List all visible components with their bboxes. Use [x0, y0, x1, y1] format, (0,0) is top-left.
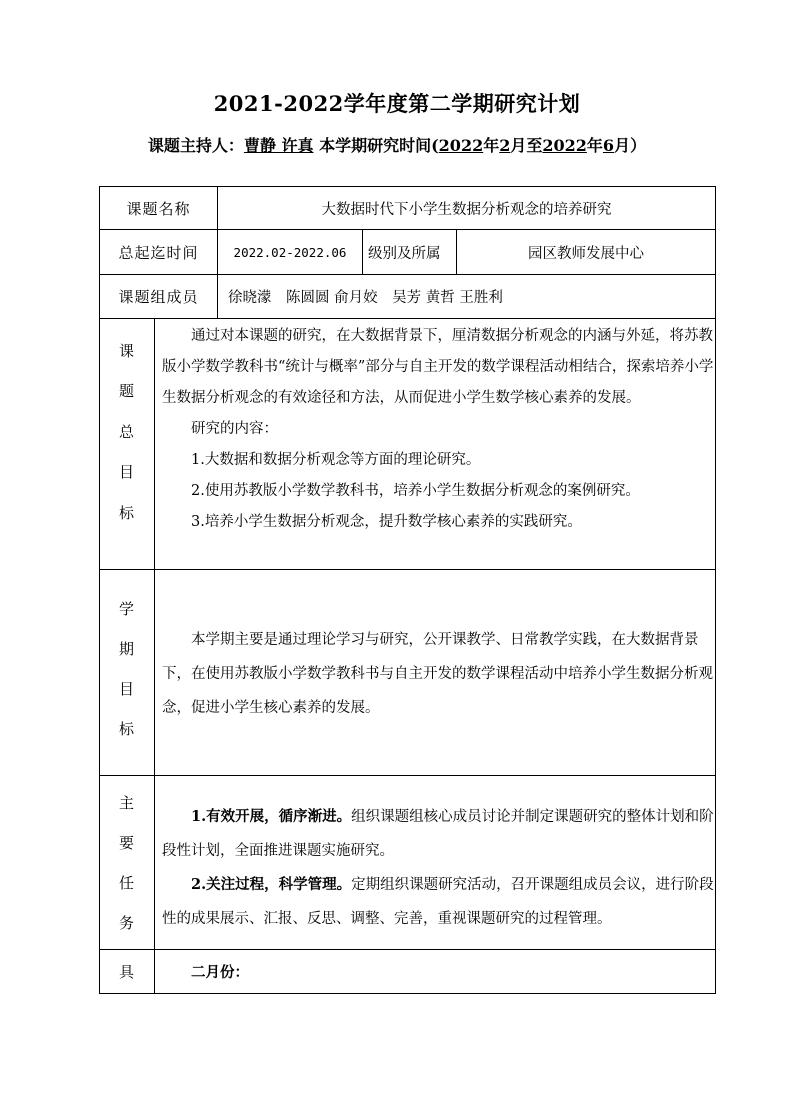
overall-goal-label [99, 319, 154, 569]
topic-label: 课题名称 [126, 199, 191, 218]
plan-table [99, 186, 716, 994]
label-char: 目 [118, 680, 134, 698]
research-item: 2.使用苏教版小学数学教科书，培养小学生数据分析观念的案例研究。 [191, 483, 640, 499]
label-char: 总 [118, 423, 134, 441]
col-divider [154, 318, 155, 994]
period-prefix: 本学期研究时间( [313, 136, 439, 155]
label-char: 标 [118, 504, 134, 522]
row-divider [99, 775, 716, 776]
semester-goal-content [162, 623, 714, 725]
label-char: 题 [118, 382, 134, 400]
topic-value: 大数据时代下小学生数据分析观念的培养研究 [321, 201, 612, 218]
row-divider [99, 318, 716, 319]
research-item: 1.大数据和数据分析观念等方面的理论研究。 [191, 452, 481, 468]
overall-goal-intro: 通过对本课题的研究，在大数据背景下，厘清数据分析观念的内涵与外延，将苏教版小学数学教科书“统计与概率”部分与自主开发的数学课程活动相结合，探索培养小学生数据分析观念的有效途径和方法，从而促进小学生数学核心素养的发展。 [162, 328, 714, 406]
task-2-text: 定期组织课题研究活动，召开课题组成员会议，进行阶段性的成果展示、汇报、反思、调整、完善，重视课题研究的过程管理。 [162, 877, 714, 927]
start-year: 2022 [438, 136, 484, 155]
label-char: 学 [118, 600, 134, 618]
end-month: 6 [602, 136, 615, 155]
label-char: 主 [118, 794, 134, 812]
period-suffix: 月） [614, 136, 647, 155]
task-2-title: 2.关注过程，科学管理。 [191, 876, 352, 893]
year-char-2: 年 [586, 136, 603, 155]
table-border-bottom [99, 993, 716, 994]
host-names: 曹静 许真 [243, 136, 314, 155]
main-tasks-label [99, 776, 154, 949]
research-item: 3.培养小学生数据分析观念，提升数学核心素养的实践研究。 [191, 514, 582, 530]
label-char: 期 [118, 640, 134, 658]
task-2 [162, 868, 714, 936]
label-char: 要 [118, 834, 134, 852]
members-label: 课题组成员 [118, 288, 199, 306]
end-year: 2022 [542, 136, 587, 155]
main-tasks-content [162, 800, 714, 936]
label-char: 标 [118, 720, 134, 738]
label-char: 务 [118, 914, 134, 932]
period-label: 总起迄时间 [118, 243, 199, 262]
month-to: 月至 [510, 136, 543, 155]
research-content-heading: 研究的内容： [191, 421, 278, 437]
year-char: 年 [483, 136, 500, 155]
level-label: 级别及所属 [368, 245, 441, 262]
members-value: 徐晓濛 陈圆圆 俞月姣 吴芳 黄哲 王胜利 [228, 290, 503, 306]
label-char: 课 [118, 342, 134, 360]
period-value: 2022.02-2022.06 [233, 244, 347, 260]
february-heading: 二月份： [191, 964, 249, 981]
task-1-text: 组织课题组核心成员讨论并制定课题研究的整体计划和阶段性计划，全面推进课题实施研究。 [162, 809, 714, 859]
row-divider [99, 569, 716, 570]
page-subtitle [0, 133, 794, 156]
specific-label: 具 [118, 963, 134, 981]
level-value: 园区教师发展中心 [528, 245, 644, 262]
page-title: 2021-2022学年度第二学期研究计划 [213, 91, 581, 116]
task-1-title: 1.有效开展，循序渐进。 [191, 808, 352, 825]
semester-goal-label [99, 570, 154, 775]
start-month: 2 [499, 136, 511, 155]
task-1 [162, 800, 714, 868]
table-border-right [715, 186, 716, 994]
label-char: 任 [118, 874, 134, 892]
overall-goal-content [162, 321, 714, 538]
host-label: 课题主持人： [147, 136, 244, 155]
semester-goal-text: 本学期主要是通过理论学习与研究，公开课教学、日常教学实践，在大数据背景下，在使用苏教版小学数学教科书与自主开发的数学课程活动中培养小学生数据分析观念，促进小学生核心素养的发展。 [162, 632, 713, 716]
label-char: 目 [118, 463, 134, 481]
